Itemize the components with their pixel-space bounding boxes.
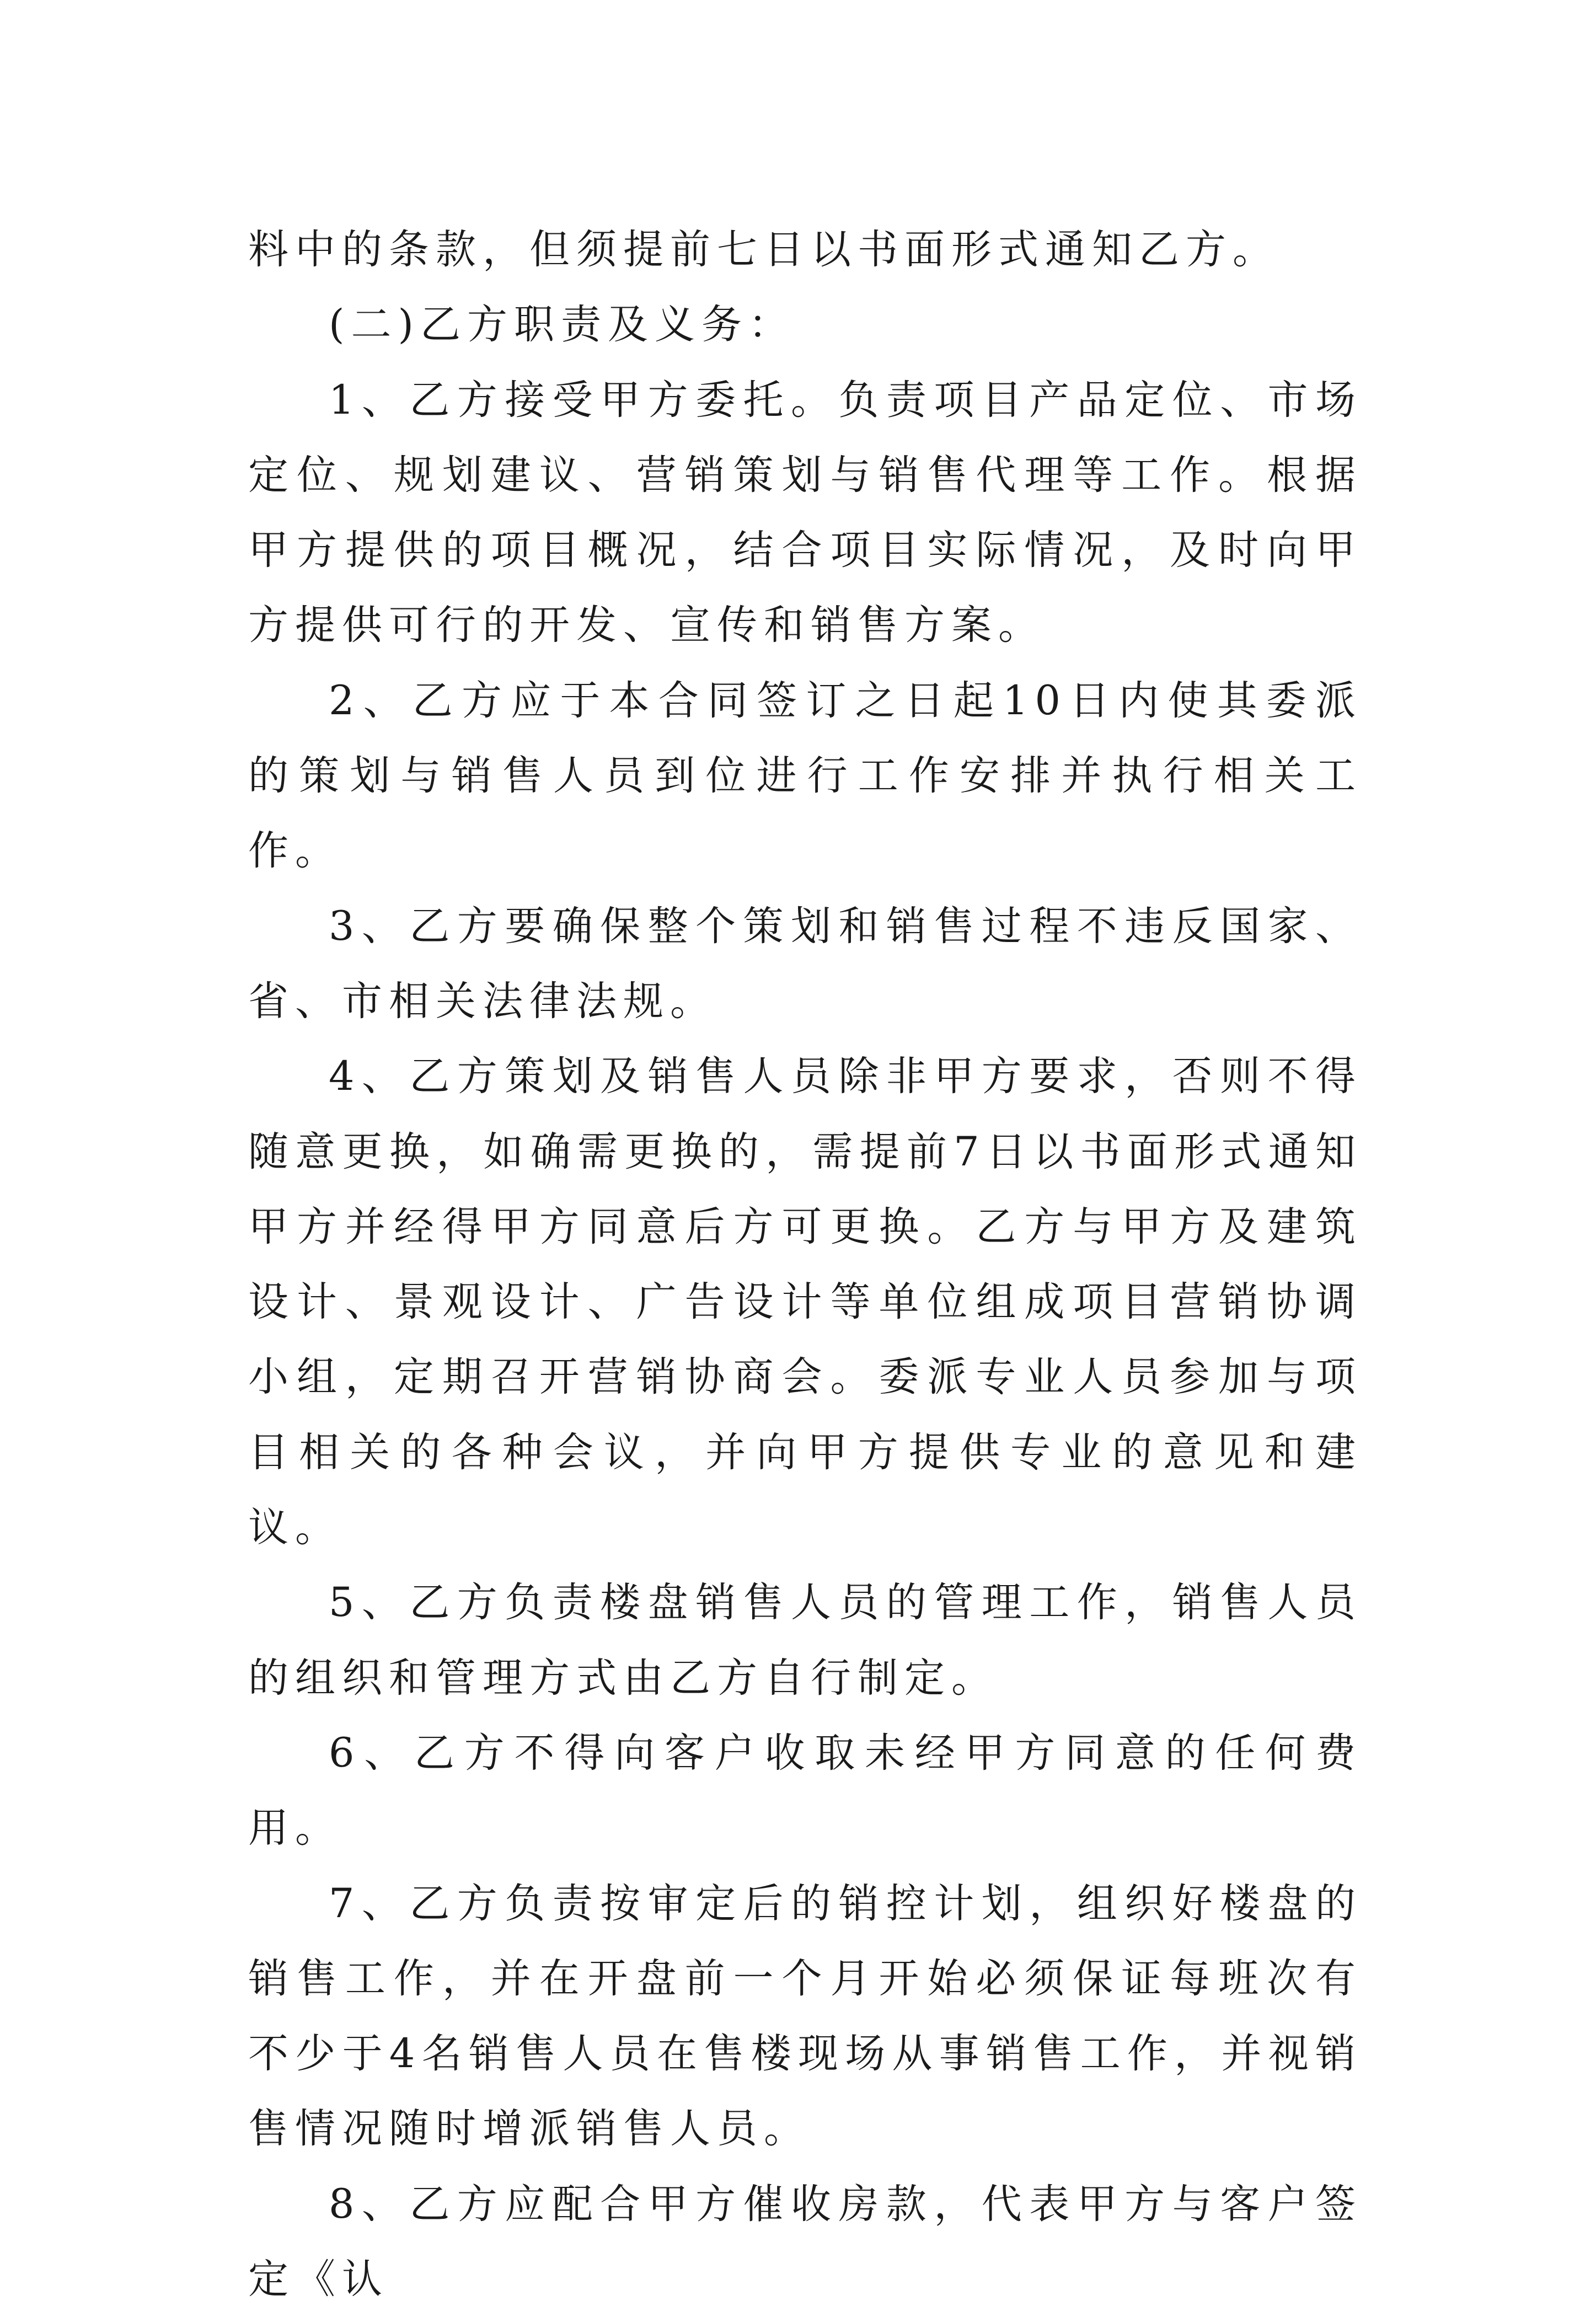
clause-4: 4、乙方策划及销售人员除非甲方要求，否则不得随意更换，如确需更换的，需提前7日以书面形式通知甲方并经得甲方同意后方可更换。乙方与甲方及建筑设计、景观设计、广告设计等单位组成项目营销协调小组，定期召开营销协商会。委派专业人员参加与项目相关的各种会议，并向甲方提供专业的意见和建议。: [248, 1053, 1362, 1551]
clause-8: 8、乙方应配合甲方催收房款，代表甲方与客户签定《认: [248, 2180, 1362, 2303]
clause-5: 5、乙方负责楼盘销售人员的管理工作，销售人员的组织和管理方式由乙方自行制定。: [248, 1579, 1362, 1701]
clause-7: 7、乙方负责按审定后的销控计划，组织好楼盘的销售工作，并在开盘前一个月开始必须保证每班次有不少于4名销售人员在售楼现场从事销售工作，并视销售情况随时增派销售人员。: [248, 1880, 1362, 2153]
document-body: [248, 212, 1362, 2317]
paragraph-continuation: 料中的条款，但须提前七日以书面形式通知乙方。: [248, 226, 1279, 273]
section-heading-party-b-duties: (二)乙方职责及义务：: [329, 301, 795, 349]
clause-6: 6、乙方不得向客户收取未经甲方同意的任何费用。: [248, 1729, 1362, 1852]
clause-2: 2、乙方应于本合同签订之日起10日内使其委派的策划与销售人员到位进行工作安排并执行相关工作。: [248, 677, 1362, 875]
clause-3: 3、乙方要确保整个策划和销售过程不违反国家、省、市相关法律法规。: [248, 902, 1362, 1025]
clause-1: 1、乙方接受甲方委托。负责项目产品定位、市场定位、规划建议、营销策划与销售代理等工作。根据甲方提供的项目概况，结合项目实际情况，及时向甲方提供可行的开发、宣传和销售方案。: [248, 376, 1362, 649]
